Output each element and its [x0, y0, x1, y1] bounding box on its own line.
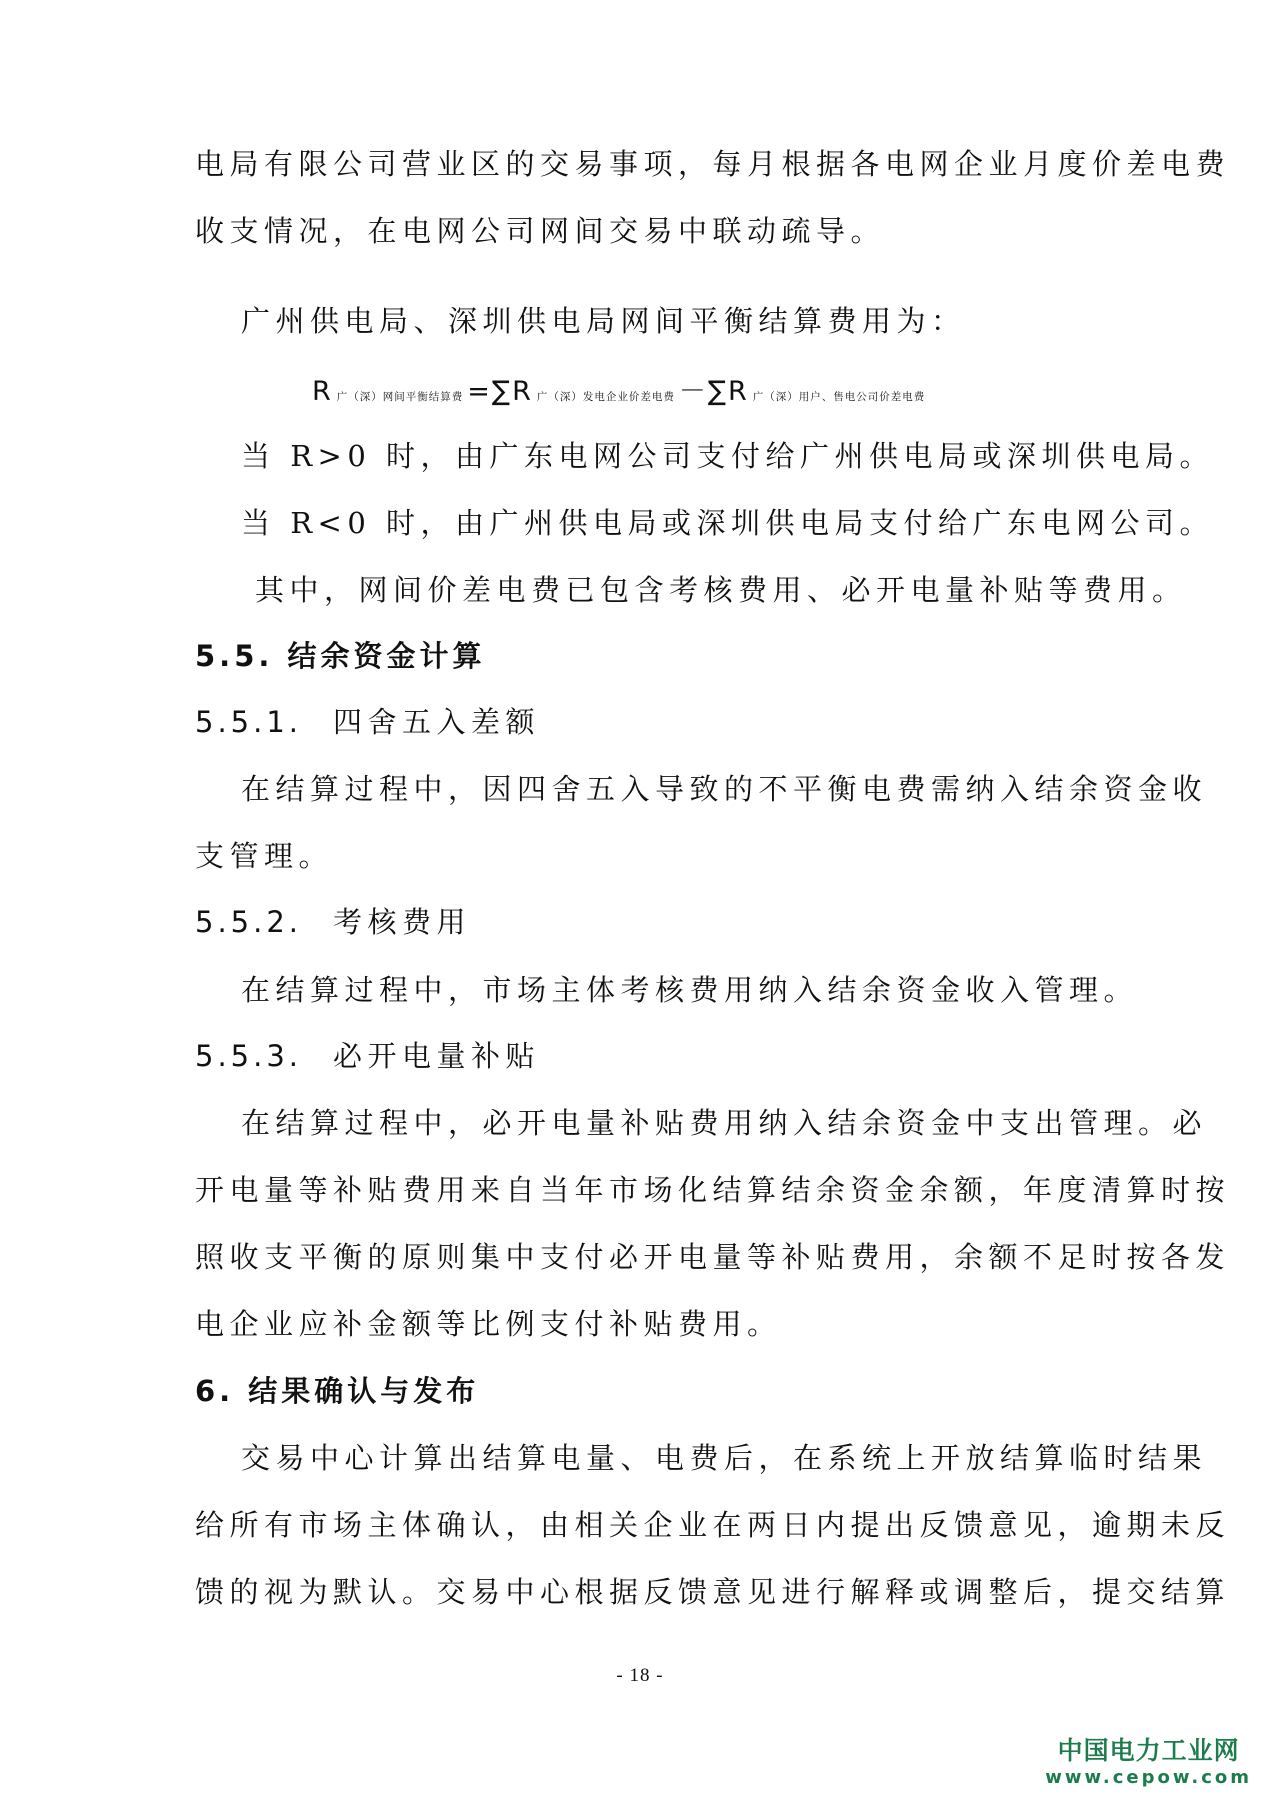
formula-term: R — [312, 376, 333, 407]
watermark-name: 中国电力工业网 — [1057, 1736, 1240, 1765]
settlement-formula — [312, 372, 929, 417]
body-text-line: 照收支平衡的原则集中支付必开电量等补贴费用，余额不足时按各发 — [195, 1240, 1231, 1274]
subsection-number: 5.5.1. — [195, 705, 303, 739]
subsection-title: 必开电量补贴 — [333, 1039, 541, 1073]
body-text-line: 开电量等补贴费用来自当年市场化结算结余资金余额，年度清算时按 — [195, 1173, 1231, 1207]
body-text-line: 当 R>0 时，由广东电网公司支付给广州供电局或深圳供电局。 — [241, 439, 1215, 473]
section-heading: 6. 结果确认与发布 — [195, 1374, 480, 1408]
body-text-line: 电局有限公司营业区的交易事项，每月根据各电网企业月度价差电费 — [195, 147, 1231, 181]
site-watermark — [1045, 1735, 1252, 1789]
body-text-line: 广州供电局、深圳供电局网间平衡结算费用为： — [241, 304, 966, 338]
body-text-line: 当 R<0 时，由广州供电局或深圳供电局支付给广东电网公司。 — [241, 506, 1215, 540]
formula-operator: －∑R — [678, 376, 749, 407]
formula-operator: =∑R — [467, 376, 533, 407]
body-text-line: 在结算过程中，必开电量补贴费用纳入结余资金中支出管理。必 — [241, 1106, 1208, 1140]
section-heading: 5.5. 结余资金计算 — [195, 639, 486, 673]
formula-subscript: 广（深）用户、售电公司价差电费 — [752, 391, 926, 403]
page-number: - 18 - — [616, 1665, 664, 1686]
body-text-line: 在结算过程中，因四舍五入导致的不平衡电费需纳入结余资金收 — [241, 772, 1208, 806]
formula-subscript: 广（深）网间平衡结算费 — [336, 391, 464, 403]
subsection-title: 考核费用 — [333, 905, 472, 939]
watermark-url: www.cepow.com — [1045, 1767, 1252, 1788]
subsection-number: 5.5.2. — [195, 905, 303, 939]
body-text-line: 支管理。 — [195, 839, 334, 873]
body-text-line: 给所有市场主体确认，由相关企业在两日内提出反馈意见，逾期未反 — [195, 1508, 1231, 1542]
body-text-line: 其中，网间价差电费已包含考核费用、必开电量补贴等费用。 — [255, 573, 1187, 607]
body-text-line: 在结算过程中，市场主体考核费用纳入结余资金收入管理。 — [241, 973, 1139, 1007]
body-text-line: 收支情况，在电网公司网间交易中联动疏导。 — [195, 214, 886, 248]
body-text-line: 馈的视为默认。交易中心根据反馈意见进行解释或调整后，提交结算 — [195, 1575, 1231, 1609]
body-text-line: 电企业应补金额等比例支付补贴费用。 — [195, 1307, 782, 1341]
formula-subscript: 广（深）发电企业价差电费 — [536, 391, 675, 403]
body-text-line: 交易中心计算出结算电量、电费后，在系统上开放结算临时结果 — [241, 1441, 1208, 1475]
subsection-number: 5.5.3. — [195, 1039, 303, 1073]
subsection-title: 四舍五入差额 — [333, 705, 541, 739]
